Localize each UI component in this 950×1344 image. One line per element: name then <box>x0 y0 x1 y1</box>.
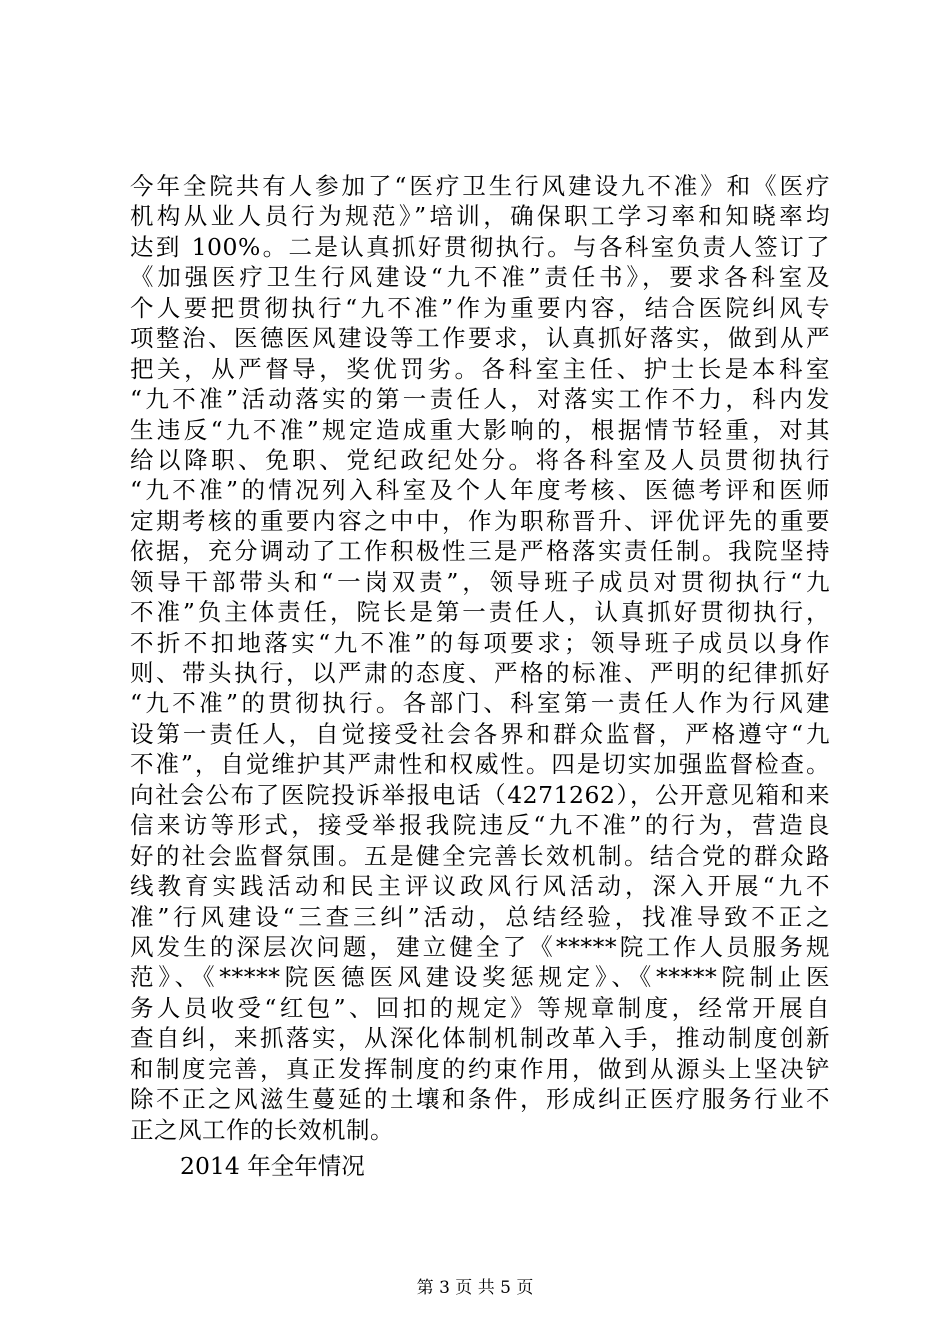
text-line: 机构从业人员行为规范》”培训，确保职工学习率和知晓率均 <box>130 202 830 231</box>
text-line: 向社会公布了医院投诉举报电话（4271262），公开意见箱和来 <box>130 780 830 809</box>
text-line: 定期考核的重要内容之中中，作为职称晋升、评优评先的重要 <box>130 506 830 535</box>
page-number-footer: 第 3 页 共 5 页 <box>416 1278 534 1298</box>
text-line: 风发生的深层次问题，建立健全了《*****院工作人员服务规 <box>130 932 830 961</box>
text-line: 正之风工作的长效机制。 <box>130 1115 394 1144</box>
text-line: 除不正之风滋生蔓延的土壤和条件，形成纠正医疗服务行业不 <box>130 1085 830 1114</box>
text-line: 信来访等形式，接受举报我院违反“九不准”的行为，营造良 <box>130 811 830 840</box>
text-line: 《加强医疗卫生行风建设“九不准”责任书》，要求各科室及 <box>130 263 830 292</box>
text-line: 今年全院共有人参加了“医疗卫生行风建设九不准》和《医疗 <box>130 172 830 200</box>
text-line: “九不准”的贯彻执行。各部门、科室第一责任人作为行风建 <box>130 689 830 718</box>
section-heading: 2014 年全年情况 <box>180 1152 365 1180</box>
text-line: 准”行风建设“三查三纠”活动，总结经验，找准导致不正之 <box>130 902 830 931</box>
text-line: 依据，充分调动了工作积极性三是严格落实责任制。我院坚持 <box>130 537 830 566</box>
text-line: 好的社会监督氛围。五是健全完善长效机制。结合党的群众路 <box>130 841 830 870</box>
text-line: 不准”，自觉维护其严肃性和权威性。四是切实加强监督检查。 <box>130 750 830 779</box>
text-line: 范》、《*****院医德医风建设奖惩规定》、《*****院制止医 <box>130 963 830 992</box>
text-line: 把关，从严督导，奖优罚劣。各科室主任、护士长是本科室 <box>130 354 830 383</box>
text-line: “九不准”的情况列入科室及个人年度考核、医德考评和医师 <box>130 476 830 505</box>
text-line: 务人员收受“红包”、回扣的规定》等规章制度，经常开展自 <box>130 993 830 1022</box>
text-line: “九不准”活动落实的第一责任人，对落实工作不力，科内发 <box>130 385 830 414</box>
text-line: 查自纠，来抓落实，从深化体制机制改革入手，推动制度创新 <box>130 1024 830 1053</box>
text-line: 不准”负主体责任，院长是第一责任人，认真抓好贯彻执行， <box>130 598 830 627</box>
text-line: 线教育实践活动和民主评议政风行风活动，深入开展“九不 <box>130 872 830 901</box>
text-line: 设第一责任人，自觉接受社会各界和群众监督，严格遵守“九 <box>130 719 830 748</box>
text-line: 给以降职、免职、党纪政纪处分。将各科室及人员贯彻执行 <box>130 445 830 474</box>
text-line: 达到 100%。二是认真抓好贯彻执行。与各科室负责人签订了 <box>130 232 830 261</box>
text-line: 不折不扣地落实“九不准”的每项要求；领导班子成员以身作 <box>130 628 830 657</box>
text-line: 生违反“九不准”规定造成重大影响的，根据情节轻重，对其 <box>130 415 830 444</box>
text-line: 个人要把贯彻执行“九不准”作为重要内容，结合医院纠风专 <box>130 293 830 322</box>
body-paragraph <box>130 171 830 1145</box>
text-line: 和制度完善，真正发挥制度的约束作用，做到从源头上坚决铲 <box>130 1054 830 1083</box>
text-line: 项整治、医德医风建设等工作要求，认真抓好落实，做到从严 <box>130 324 830 353</box>
text-line: 领导干部带头和“一岗双责”，领导班子成员对贯彻执行“九 <box>130 567 830 596</box>
text-line: 则、带头执行，以严肃的态度、严格的标准、严明的纪律抓好 <box>130 659 830 687</box>
